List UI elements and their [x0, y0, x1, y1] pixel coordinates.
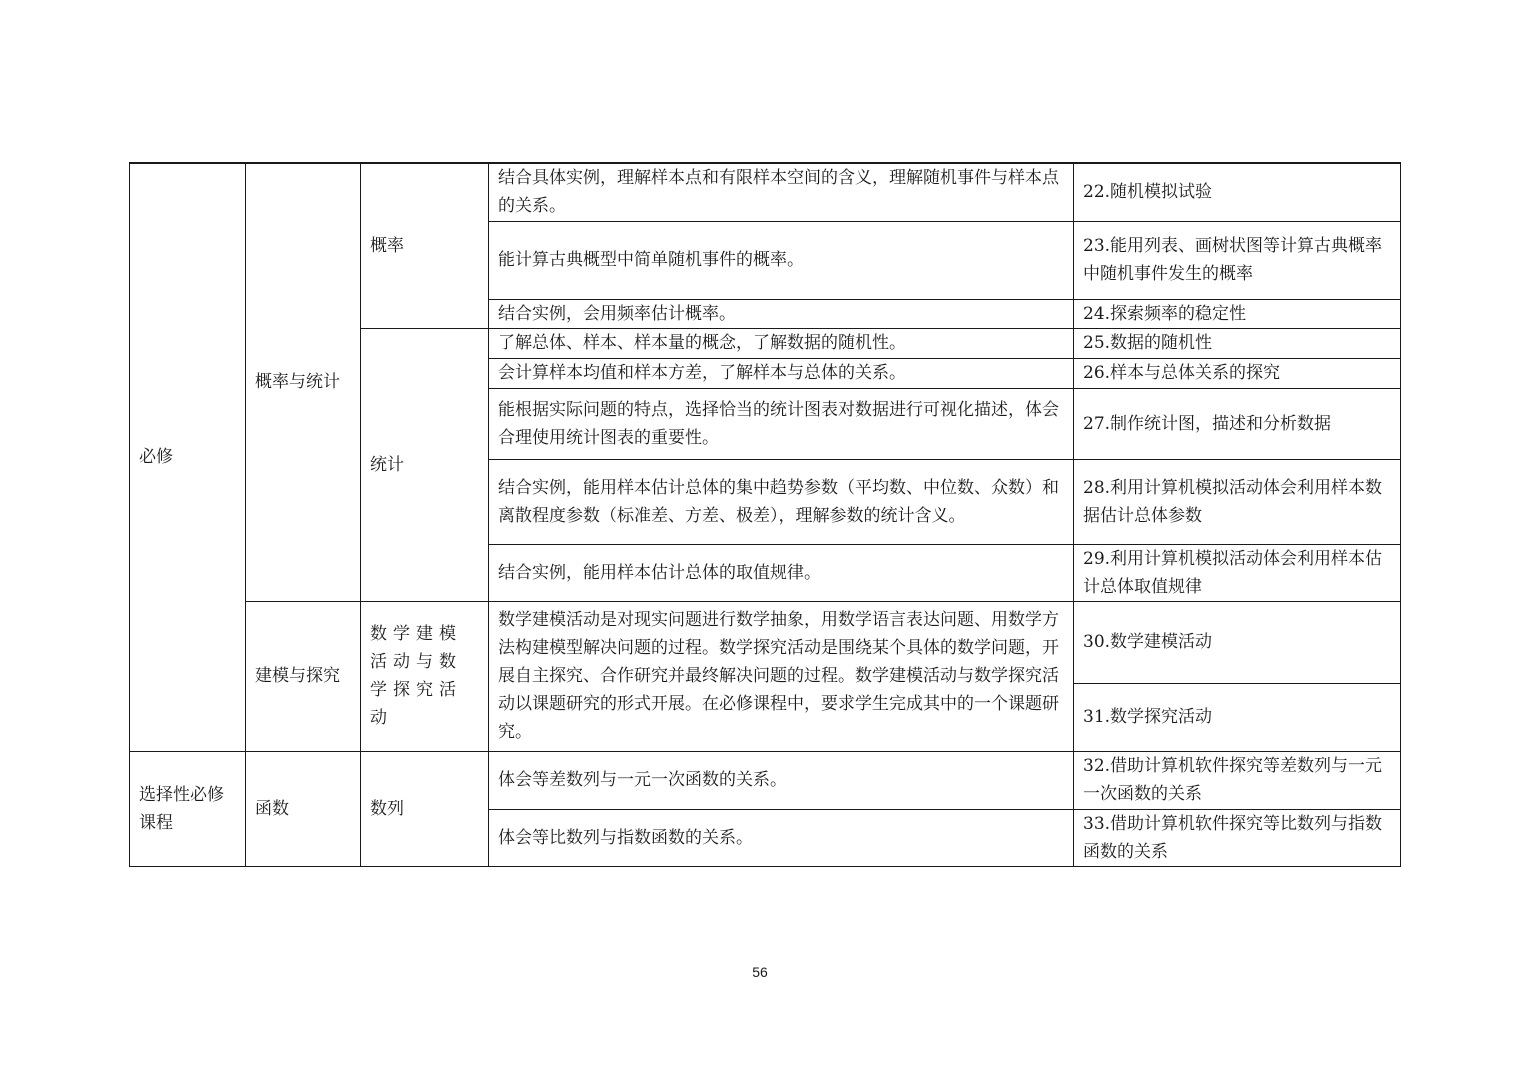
table-row — [130, 601, 1401, 683]
activity-cell: 26.样本与总体关系的探究 — [1074, 358, 1401, 388]
content-cell: 了解总体、样本、样本量的概念，了解数据的随机性。 — [489, 328, 1074, 358]
content-cell: 能计算古典概型中简单随机事件的概率。 — [489, 221, 1074, 299]
content-cell: 结合实例，能用样本估计总体的取值规律。 — [489, 544, 1074, 601]
table-row — [130, 751, 1401, 809]
activity-cell: 29.利用计算机模拟活动体会利用样本估计总体取值规律 — [1074, 544, 1401, 601]
content-cell: 体会等比数列与指数函数的关系。 — [489, 809, 1074, 866]
activity-cell: 27.制作统计图，描述和分析数据 — [1074, 388, 1401, 459]
theme-cell: 概率与统计 — [246, 163, 361, 601]
activity-cell: 32.借助计算机软件探究等差数列与一元一次函数的关系 — [1074, 751, 1401, 809]
unit-cell: 数列 — [361, 751, 489, 866]
page-number: 56 — [752, 964, 768, 980]
activity-cell: 22.随机模拟试验 — [1074, 163, 1401, 221]
content-cell: 结合实例，能用样本估计总体的集中趋势参数（平均数、中位数、众数）和离散程度参数（标准差、方差、极差），理解参数的统计含义。 — [489, 459, 1074, 544]
unit-cell: 概率 — [361, 163, 489, 328]
course-content-table — [129, 162, 1401, 867]
activity-cell: 25.数据的随机性 — [1074, 328, 1401, 358]
content-cell: 结合实例，会用频率估计概率。 — [489, 299, 1074, 328]
content-cell: 体会等差数列与一元一次函数的关系。 — [489, 751, 1074, 809]
theme-cell: 建模与探究 — [246, 601, 361, 751]
activity-cell: 28.利用计算机模拟活动体会利用样本数据估计总体参数 — [1074, 459, 1401, 544]
content-cell: 结合具体实例，理解样本点和有限样本空间的含义，理解随机事件与样本点的关系。 — [489, 163, 1074, 221]
theme-cell: 函数 — [246, 751, 361, 866]
content-cell: 能根据实际问题的特点，选择恰当的统计图表对数据进行可视化描述，体会合理使用统计图表的重要性。 — [489, 388, 1074, 459]
activity-cell: 31.数学探究活动 — [1074, 683, 1401, 751]
activity-cell: 30.数学建模活动 — [1074, 601, 1401, 683]
activity-cell: 33.借助计算机软件探究等比数列与指数函数的关系 — [1074, 809, 1401, 866]
activity-cell: 23.能用列表、画树状图等计算古典概率中随机事件发生的概率 — [1074, 221, 1401, 299]
activity-cell: 24.探索频率的稳定性 — [1074, 299, 1401, 328]
content-cell: 数学建模活动是对现实问题进行数学抽象，用数学语言表达问题、用数学方法构建模型解决问题的过程。数学探究活动是围绕某个具体的数学问题，开展自主探究、合作研究并最终解决问题的过程。数学建模活动与数学探究活动以课题研究的形式开展。在必修课程中，要求学生完成其中的一个课题研究。 — [489, 601, 1074, 751]
table-row — [130, 163, 1401, 221]
stage-cell: 选择性必修课程 — [130, 751, 246, 866]
unit-cell: 数学建模活动与数学探究活动 — [361, 601, 489, 751]
unit-cell: 统计 — [361, 328, 489, 601]
stage-cell: 必修 — [130, 163, 246, 751]
content-cell: 会计算样本均值和样本方差，了解样本与总体的关系。 — [489, 358, 1074, 388]
